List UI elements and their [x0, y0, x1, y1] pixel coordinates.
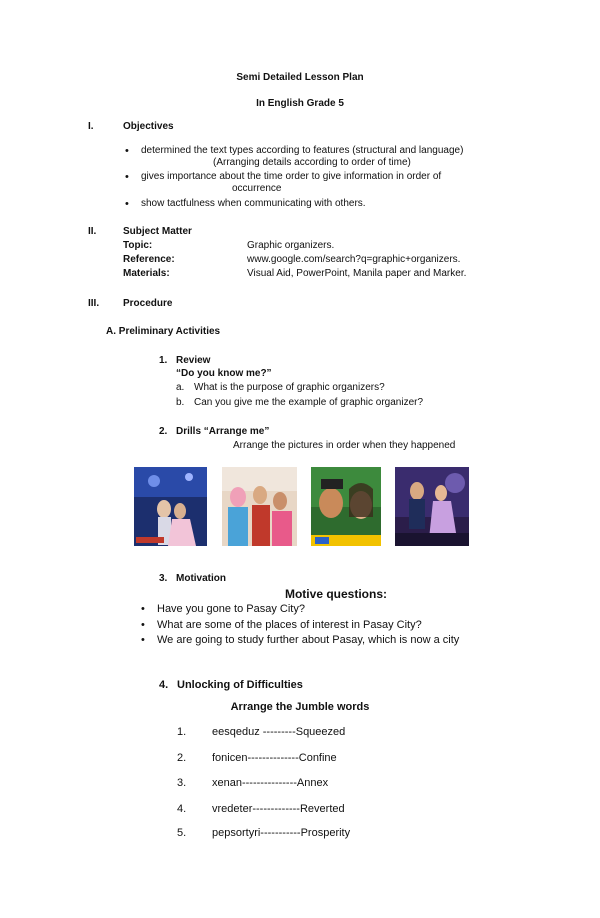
objective-bullet-2-continued: occurrence — [232, 183, 282, 194]
jumble-words-heading: Arrange the Jumble words — [230, 701, 370, 713]
jumble-item-4: vredeter-------------Reverted — [212, 803, 345, 815]
section-procedure-heading: Procedure — [123, 298, 173, 309]
motive-bullet-3: • We are going to study further about Pasay, which is now a city — [157, 634, 459, 646]
motivation-title: Motivation — [176, 573, 226, 584]
review-quote: “Do you know me?” — [176, 368, 272, 379]
drills-instruction: Arrange the pictures in order when they happened — [233, 440, 456, 451]
drill-photo-1 — [134, 467, 207, 546]
objective-bullet-3: • show tactfulness when communicating with others. — [141, 198, 366, 209]
jumble-item-3-number: 3. — [177, 777, 187, 789]
jumble-item-4-number: 4. — [177, 803, 187, 815]
drill-photo-2 — [222, 467, 297, 546]
drill-photo-3 — [311, 467, 381, 546]
preliminary-activities-heading: A. Preliminary Activities — [106, 326, 221, 337]
drills-number: 2. — [159, 426, 168, 437]
section-objectives-heading: Objectives — [123, 121, 174, 132]
drills-title: Drills “Arrange me” — [176, 426, 270, 437]
review-question-b: Can you give me the example of graphic organizer? — [194, 397, 424, 408]
review-question-a-letter: a. — [176, 382, 185, 393]
section-subject-number: II. — [88, 226, 97, 237]
objective-bullet-1-continued: (Arranging details according to order of time) — [213, 157, 411, 168]
section-objectives-number: I. — [88, 121, 94, 132]
jumble-item-2-number: 2. — [177, 752, 187, 764]
topic-value: Graphic organizers. — [247, 240, 335, 251]
jumble-item-1-number: 1. — [177, 726, 187, 738]
objective-bullet-1: • determined the text types according to features (structural and language) — [141, 145, 463, 156]
motive-questions-heading: Motive questions: — [284, 587, 387, 601]
materials-value: Visual Aid, PowerPoint, Manila paper and Marker. — [247, 268, 467, 279]
section-subject-heading: Subject Matter — [123, 226, 192, 237]
topic-label: Topic: — [123, 240, 153, 251]
drill-photo-4 — [395, 467, 469, 546]
motive-bullet-1: • Have you gone to Pasay City? — [157, 603, 305, 615]
reference-label: Reference: — [123, 254, 175, 265]
jumble-item-1: eesqeduz ---------Squeezed — [212, 726, 346, 738]
reference-value: www.google.com/search?q=graphic+organizers. — [247, 254, 461, 265]
review-number: 1. — [159, 355, 168, 366]
unlocking-number: 4. — [159, 679, 169, 691]
unlocking-title: Unlocking of Difficulties — [177, 679, 303, 691]
motive-bullet-2: • What are some of the places of interest in Pasay City? — [157, 619, 422, 631]
jumble-item-3: xenan---------------Annex — [212, 777, 329, 789]
jumble-item-2: fonicen--------------Confine — [212, 752, 337, 764]
document-title: Semi Detailed Lesson Plan — [236, 72, 364, 83]
review-question-a: What is the purpose of graphic organizers? — [194, 382, 385, 393]
section-procedure-number: III. — [88, 298, 100, 309]
motivation-number: 3. — [159, 573, 168, 584]
review-title: Review — [176, 355, 211, 366]
jumble-item-5: pepsortyri-----------Prosperity — [212, 827, 351, 839]
review-question-b-letter: b. — [176, 397, 185, 408]
objective-bullet-2: • gives importance about the time order to give information in order of — [141, 171, 441, 182]
jumble-item-5-number: 5. — [177, 827, 187, 839]
document-subtitle: In English Grade 5 — [256, 98, 344, 109]
materials-label: Materials: — [123, 268, 170, 279]
